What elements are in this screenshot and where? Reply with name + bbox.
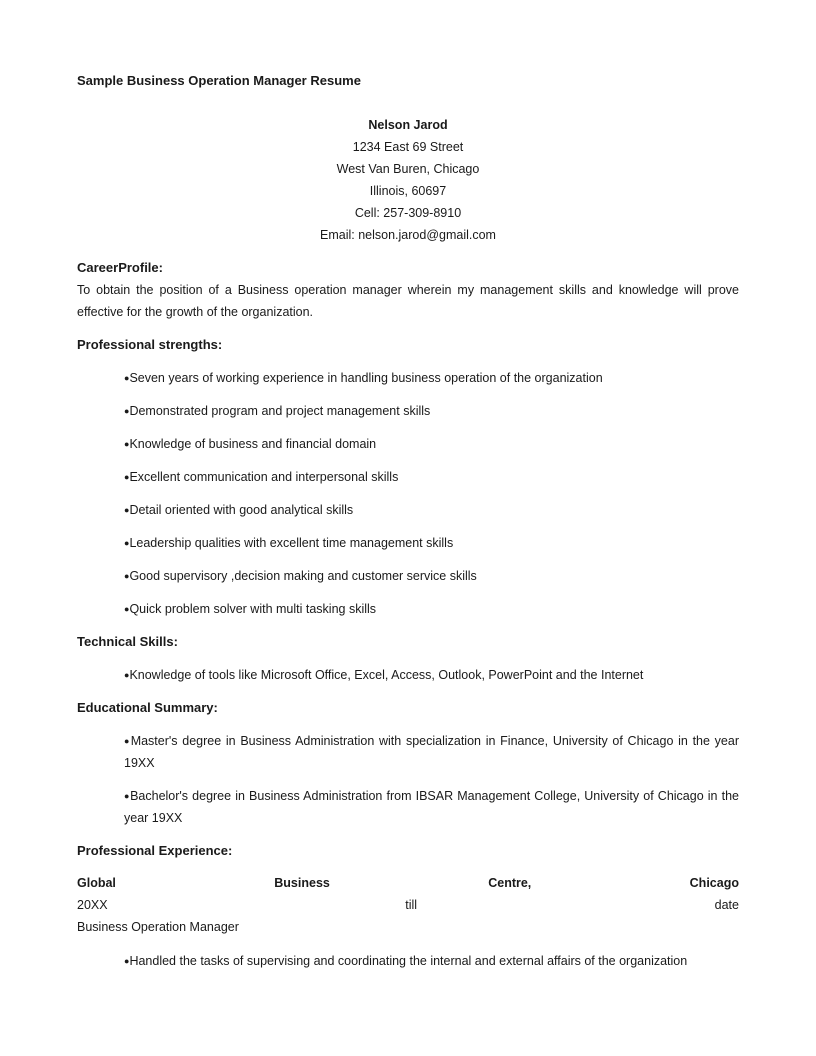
address-line-2: West Van Buren, Chicago <box>336 162 480 176</box>
cell-phone: Cell: 257-309-8910 <box>354 206 462 220</box>
period-end: date <box>714 898 739 912</box>
education-heading: Educational Summary: <box>77 700 218 715</box>
strengths-heading: Professional strengths: <box>77 337 223 352</box>
period-till: till <box>405 898 418 912</box>
bullet-icon: ● <box>124 791 131 801</box>
education-item: ●Master's degree in Business Administration with specialization in Finance, University of Chicago in the year 19XX <box>124 734 739 770</box>
job-role: Business Operation Manager <box>77 920 239 934</box>
career-profile-text: To obtain the position of a Business operation manager wherein my management skills and knowledge will prove effective for the growth of the organization. <box>77 283 739 319</box>
email: Email: nelson.jarod@gmail.com <box>320 228 496 242</box>
bullet-icon: ● <box>124 538 130 548</box>
document-title: Sample Business Operation Manager Resume <box>77 73 361 88</box>
company-word: Centre, <box>488 876 532 890</box>
strength-item: ●Detail oriented with good analytical skills <box>124 503 354 517</box>
bullet-icon: ● <box>124 472 130 482</box>
bullet-icon: ● <box>124 736 131 746</box>
address-line-3: Illinois, 60697 <box>369 184 447 198</box>
contact-block <box>77 116 739 248</box>
bullet-icon: ● <box>124 439 130 449</box>
company-word: Chicago <box>689 876 739 890</box>
strength-item: ●Good supervisory ,decision making and customer service skills <box>124 569 477 583</box>
period-start: 20XX <box>77 898 108 912</box>
technical-item: ●Knowledge of tools like Microsoft Office, Excel, Access, Outlook, PowerPoint and the Internet <box>124 668 644 682</box>
bullet-icon: ● <box>124 670 130 680</box>
strength-item: ●Excellent communication and interpersonal skills <box>124 470 399 484</box>
strength-item: ●Knowledge of business and financial domain <box>124 437 377 451</box>
career-profile-heading: CareerProfile: <box>77 260 163 275</box>
bullet-icon: ● <box>124 604 130 614</box>
bullet-icon: ● <box>124 406 130 416</box>
company-line <box>77 876 739 890</box>
period-line <box>77 898 739 912</box>
bullet-icon: ● <box>124 956 130 966</box>
experience-heading: Professional Experience: <box>77 843 233 858</box>
company-word: Global <box>77 876 116 890</box>
strength-item: ●Quick problem solver with multi tasking skills <box>124 602 377 616</box>
bullet-icon: ● <box>124 373 130 383</box>
bullet-icon: ● <box>124 505 130 515</box>
address-line-1: 1234 East 69 Street <box>352 140 464 154</box>
company-word: Business <box>274 876 330 890</box>
strength-item: ●Demonstrated program and project management skills <box>124 404 431 418</box>
experience-item: ●Handled the tasks of supervising and coordinating the internal and external affairs of the organization <box>124 954 688 968</box>
technical-skills-heading: Technical Skills: <box>77 634 178 649</box>
bullet-icon: ● <box>124 571 130 581</box>
strength-item: ●Leadership qualities with excellent time management skills <box>124 536 454 550</box>
strength-item: ●Seven years of working experience in handling business operation of the organization <box>124 371 603 385</box>
education-item: ●Bachelor's degree in Business Administration from IBSAR Management College, University of Chicago in the year 19XX <box>124 789 739 825</box>
candidate-name: Nelson Jarod <box>368 118 448 132</box>
